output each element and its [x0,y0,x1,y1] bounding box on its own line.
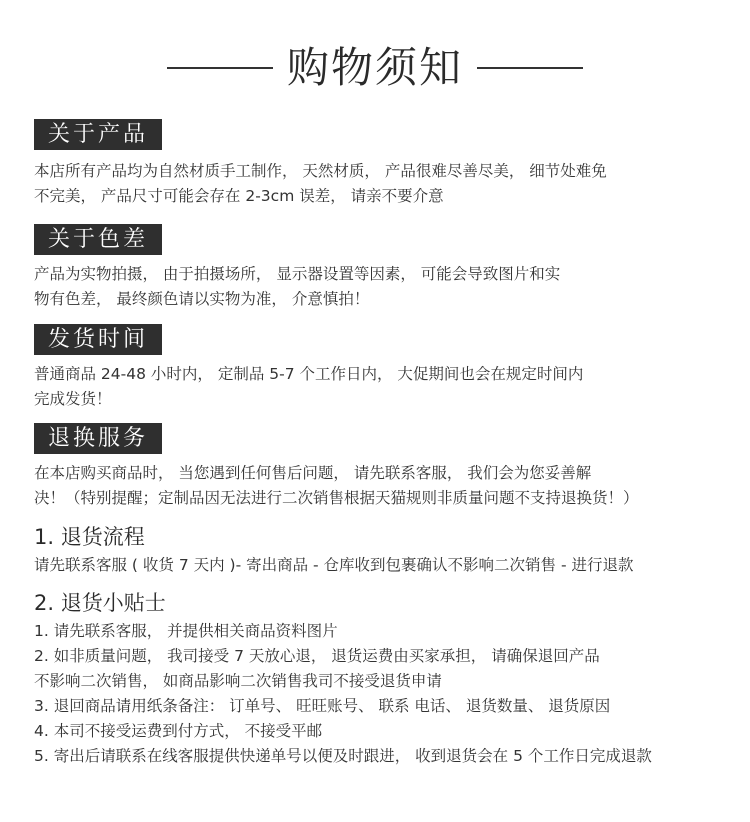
return-tips-heading: 2. 退货小贴士 [34,591,166,615]
list-item: 3. 退回商品请用纸条备注： 订单号、 旺旺账号、 联系 电话、 退货数量、 退货原因 [34,697,611,715]
text-line: 本店所有产品均为自然材质手工制作， 天然材质， 产品很难尽善尽美， 细节处难免 [34,162,607,180]
section-text-color [34,262,734,312]
section-text-shipping [34,362,734,412]
page-header [0,40,750,96]
text-line: 物有色差， 最终颜色请以实物为准， 介意慎拍！ [34,290,370,308]
return-process-text [34,553,734,578]
section-badge-shipping: 发货时间 [34,324,162,355]
text-line: 普通商品 24-48 小时内， 定制品 5-7 个工作日内， 大促期间也会在规定时间内 [34,365,584,383]
section-text-product [34,159,734,209]
text-line: 完成发货！ [34,390,112,408]
list-item: 4. 本司不接受运费到付方式， 不接受平邮 [34,722,323,740]
title-right-rule [477,67,583,69]
text-line: 不完美， 产品尺寸可能会存在 2-3cm 误差， 请亲不要介意 [34,187,444,205]
text-line: 决！（特别提醒；定制品因无法进行二次销售根据天猫规则非质量问题不支持退换货！） [34,489,639,507]
page-title: 购物须知 [286,43,463,92]
list-item: 2. 如非质量问题， 我司接受 7 天放心退， 退货运费由买家承担， 请确保退回产品 [34,647,600,665]
title-left-rule [167,67,273,69]
text-line: 产品为实物拍摄， 由于拍摄场所， 显示器设置等因素， 可能会导致图片和实 [34,265,561,283]
section-badge-returns: 退换服务 [34,423,162,454]
return-tips-list [34,619,734,769]
section-text-returns [34,461,734,511]
section-badge-product: 关于产品 [34,119,162,150]
text-line: 在本店购买商品时， 当您遇到任何售后问题， 请先联系客服， 我们会为您妥善解 [34,464,592,482]
section-badge-color: 关于色差 [34,224,162,255]
return-process-heading: 1. 退货流程 [34,525,145,549]
list-item: 不影响二次销售， 如商品影响二次销售我司不接受退货申请 [34,672,442,690]
text-line: 请先联系客服 ( 收货 7 天内 )- 寄出商品 - 仓库收到包裹确认不影响二次销售 - 进行退款 [34,556,634,574]
list-item: 5. 寄出后请联系在线客服提供快递单号以便及时跟进， 收到退货会在 5 个工作日完成退款 [34,747,652,765]
list-item: 1. 请先联系客服， 并提供相关商品资料图片 [34,622,338,640]
